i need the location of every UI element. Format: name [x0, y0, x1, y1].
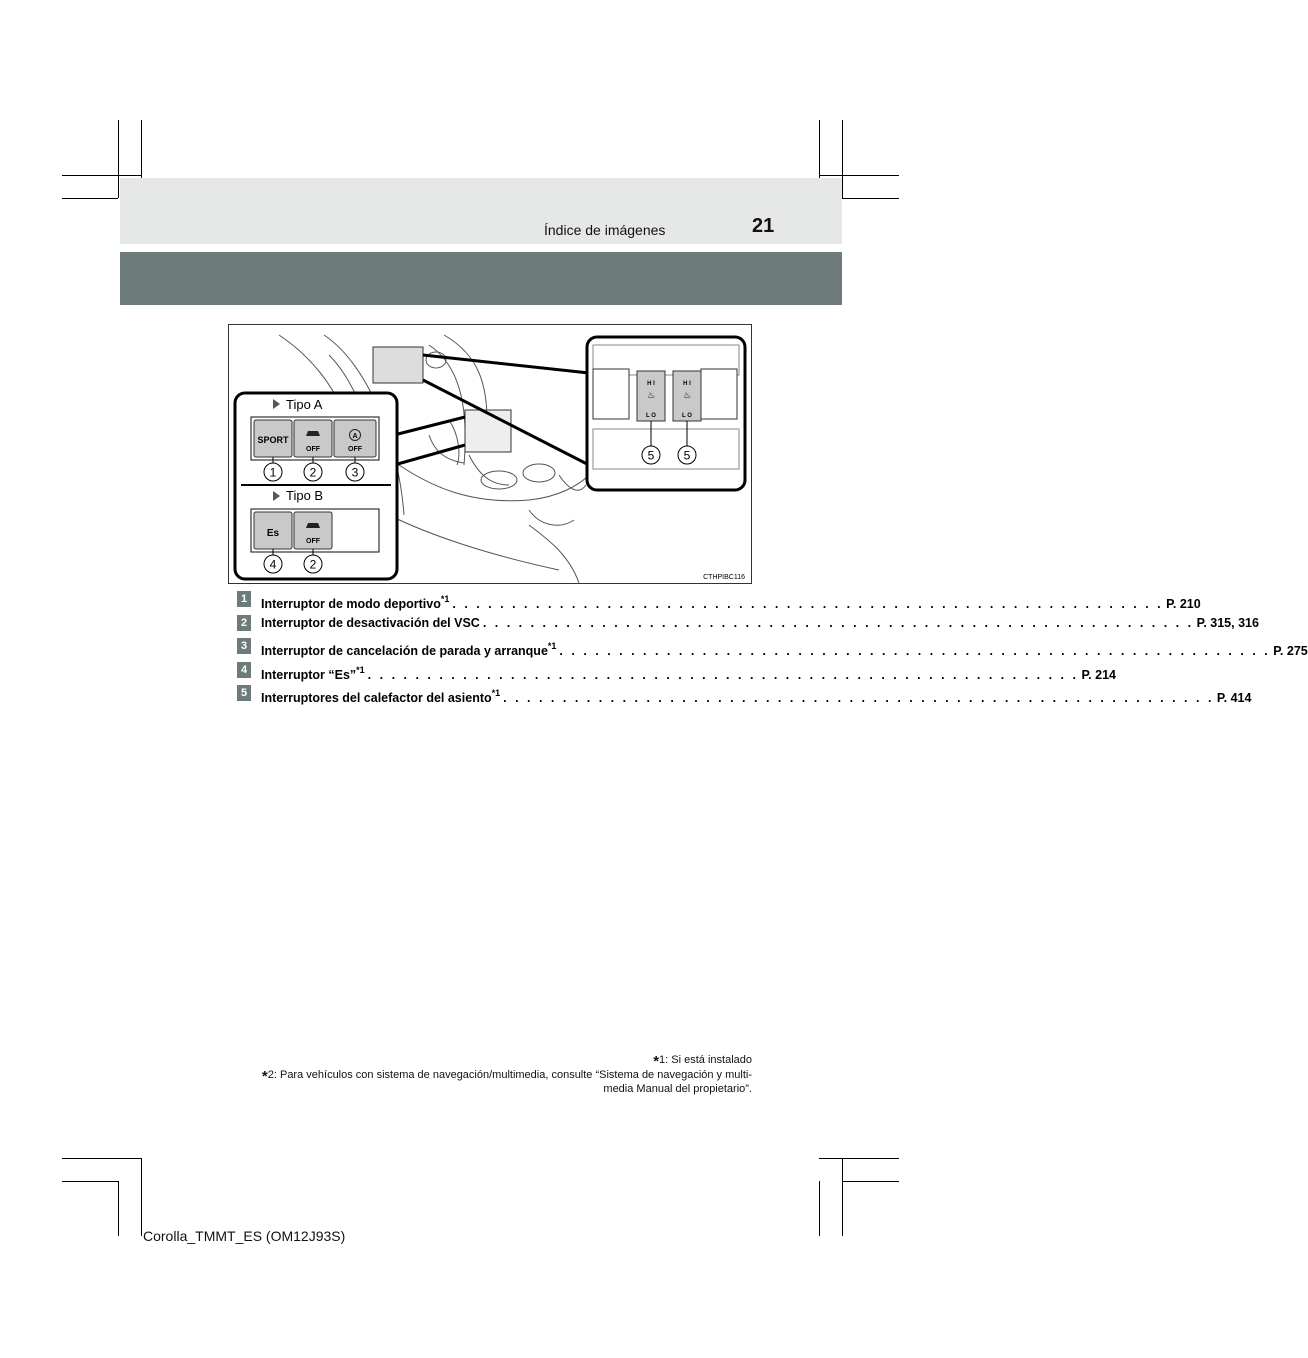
- vsc-off-label-b: OFF: [306, 538, 320, 545]
- callout-number: 1: [269, 465, 277, 480]
- crop-mark: [118, 1181, 119, 1236]
- console-drawing: [229, 325, 751, 583]
- page-reference-link[interactable]: P. 275: [1273, 644, 1308, 658]
- crop-mark: [62, 1181, 118, 1182]
- footnote-mark: *: [653, 1053, 660, 1070]
- callout-number: 3: [351, 465, 359, 480]
- crop-mark: [842, 198, 899, 199]
- page-reference-link[interactable]: P. 315, 316: [1196, 615, 1259, 630]
- seat-heater-icon: ♨: [682, 390, 692, 400]
- panel-slot: [701, 369, 737, 419]
- item-number-badge: 3: [237, 638, 251, 654]
- callout-number: 2: [309, 557, 317, 572]
- page-number: 21: [752, 215, 775, 237]
- footnote-text: 1: Si está instalado: [659, 1054, 752, 1066]
- skid-car-icon: [306, 523, 320, 528]
- crop-mark: [819, 175, 899, 176]
- leader-line: [394, 417, 465, 435]
- switch-area-box: [373, 347, 423, 383]
- crop-mark: [62, 198, 118, 199]
- seat-heater-icon: ♨: [646, 390, 656, 400]
- item-label: [261, 614, 480, 632]
- item-label: [261, 637, 556, 660]
- page-header: [120, 178, 842, 244]
- item-footnote-mark: *1: [440, 594, 450, 604]
- seat-heater-lo-label: L O: [682, 413, 692, 419]
- type-b-label: Tipo B: [286, 488, 324, 503]
- header-band: [120, 252, 842, 305]
- footnote-1: [132, 1052, 752, 1070]
- seat-heater-lo-label: L O: [646, 413, 656, 419]
- item-number-badge: 2: [237, 615, 251, 631]
- callout-number: 5: [647, 448, 655, 463]
- item-footnote-mark: *1: [491, 688, 501, 698]
- callout-number: 2: [309, 465, 317, 480]
- list-item: [237, 661, 1116, 685]
- console-illustration: [228, 324, 752, 584]
- item-label: [261, 590, 449, 613]
- leader-dots: . . . . . . . . . . . . . . . . . . . . . . . . . . . . . . . . . . . . . . . . . . . . . . . . . . . . . . . . . . . .: [367, 667, 1079, 682]
- footnote-text-continued: media Manual del propietario”.: [603, 1083, 752, 1095]
- leader-dots: . . . . . . . . . . . . . . . . . . . . . . . . . . . . . . . . . . . . . . . . . . . . . . . . . . . . . . . . . . . .: [482, 615, 1194, 630]
- crop-mark: [118, 120, 119, 198]
- footnote-mark: *: [261, 1068, 268, 1085]
- item-label: [261, 684, 500, 707]
- item-footnote-mark: *1: [547, 641, 557, 651]
- footnote-2: [132, 1067, 752, 1085]
- crop-mark: [62, 1158, 142, 1159]
- es-switch-label: Es: [266, 528, 280, 539]
- seat-heater-hi-label: H I: [647, 381, 655, 387]
- item-label: [261, 661, 365, 684]
- page-reference-link[interactable]: P. 210: [1166, 597, 1201, 611]
- leader-dots: . . . . . . . . . . . . . . . . . . . . . . . . . . . . . . . . . . . . . . . . . . . . . . . . . . . . . . . . . . . .: [452, 597, 1164, 611]
- page-reference-link[interactable]: P. 414: [1216, 691, 1252, 705]
- sport-switch-label: SPORT: [257, 435, 289, 445]
- crop-mark: [819, 1181, 820, 1236]
- crop-mark: [62, 175, 142, 176]
- list-item: [237, 637, 1308, 661]
- seat-heater-hi-label: H I: [683, 381, 691, 387]
- callout-number: 4: [269, 557, 277, 572]
- seat-switch-area-box: [465, 410, 511, 452]
- item-number-badge: 1: [237, 591, 251, 607]
- crop-mark: [842, 1181, 899, 1182]
- crop-mark: [842, 120, 843, 198]
- crop-mark: [819, 1158, 899, 1159]
- section-title: Índice de imágenes: [544, 222, 666, 238]
- panel-slot: [593, 369, 629, 419]
- item-label-text: Interruptor de modo deportivo: [261, 597, 441, 611]
- switch-list: [237, 590, 1308, 708]
- page-reference-link[interactable]: P. 214: [1081, 667, 1116, 682]
- auto-stop-label: A: [352, 433, 358, 440]
- item-label-text: Interruptor de cancelación de parada y arranque: [261, 644, 548, 658]
- list-item: [237, 684, 1252, 708]
- item-label-text: Interruptores del calefactor del asiento: [261, 691, 492, 705]
- crop-mark: [842, 1158, 843, 1236]
- item-number-badge: 4: [237, 662, 251, 678]
- image-code: CTHPIBC116: [703, 574, 745, 581]
- skid-car-icon: [306, 431, 320, 436]
- list-item: [237, 614, 1259, 638]
- footer-doc-code: Corolla_TMMT_ES (OM12J93S): [143, 1228, 346, 1244]
- item-label-text: Interruptor “Es”: [261, 667, 357, 682]
- vsc-off-label: OFF: [306, 446, 320, 453]
- callout-number: 5: [683, 448, 691, 463]
- item-label-text: Interruptor de desactivación del VSC: [261, 615, 480, 630]
- list-item: [237, 590, 1201, 614]
- footnote-text: 2: Para vehículos con sistema de navegación/multimedia, consulte “Sistema de navegación y multi-: [267, 1069, 752, 1081]
- leader-line: [394, 445, 465, 465]
- item-number-badge: 5: [237, 685, 251, 701]
- auto-stop-off-label: OFF: [348, 446, 362, 453]
- item-footnote-mark: *1: [356, 664, 365, 675]
- type-a-label: Tipo A: [286, 397, 323, 412]
- leader-dots: . . . . . . . . . . . . . . . . . . . . . . . . . . . . . . . . . . . . . . . . . . . . . . . . . . . . . . . . . . . .: [503, 691, 1214, 705]
- footnotes: [132, 1052, 752, 1096]
- crop-mark: [141, 1158, 142, 1236]
- leader-dots: . . . . . . . . . . . . . . . . . . . . . . . . . . . . . . . . . . . . . . . . . . . . . . . . . . . . . . . . . . . .: [559, 644, 1271, 658]
